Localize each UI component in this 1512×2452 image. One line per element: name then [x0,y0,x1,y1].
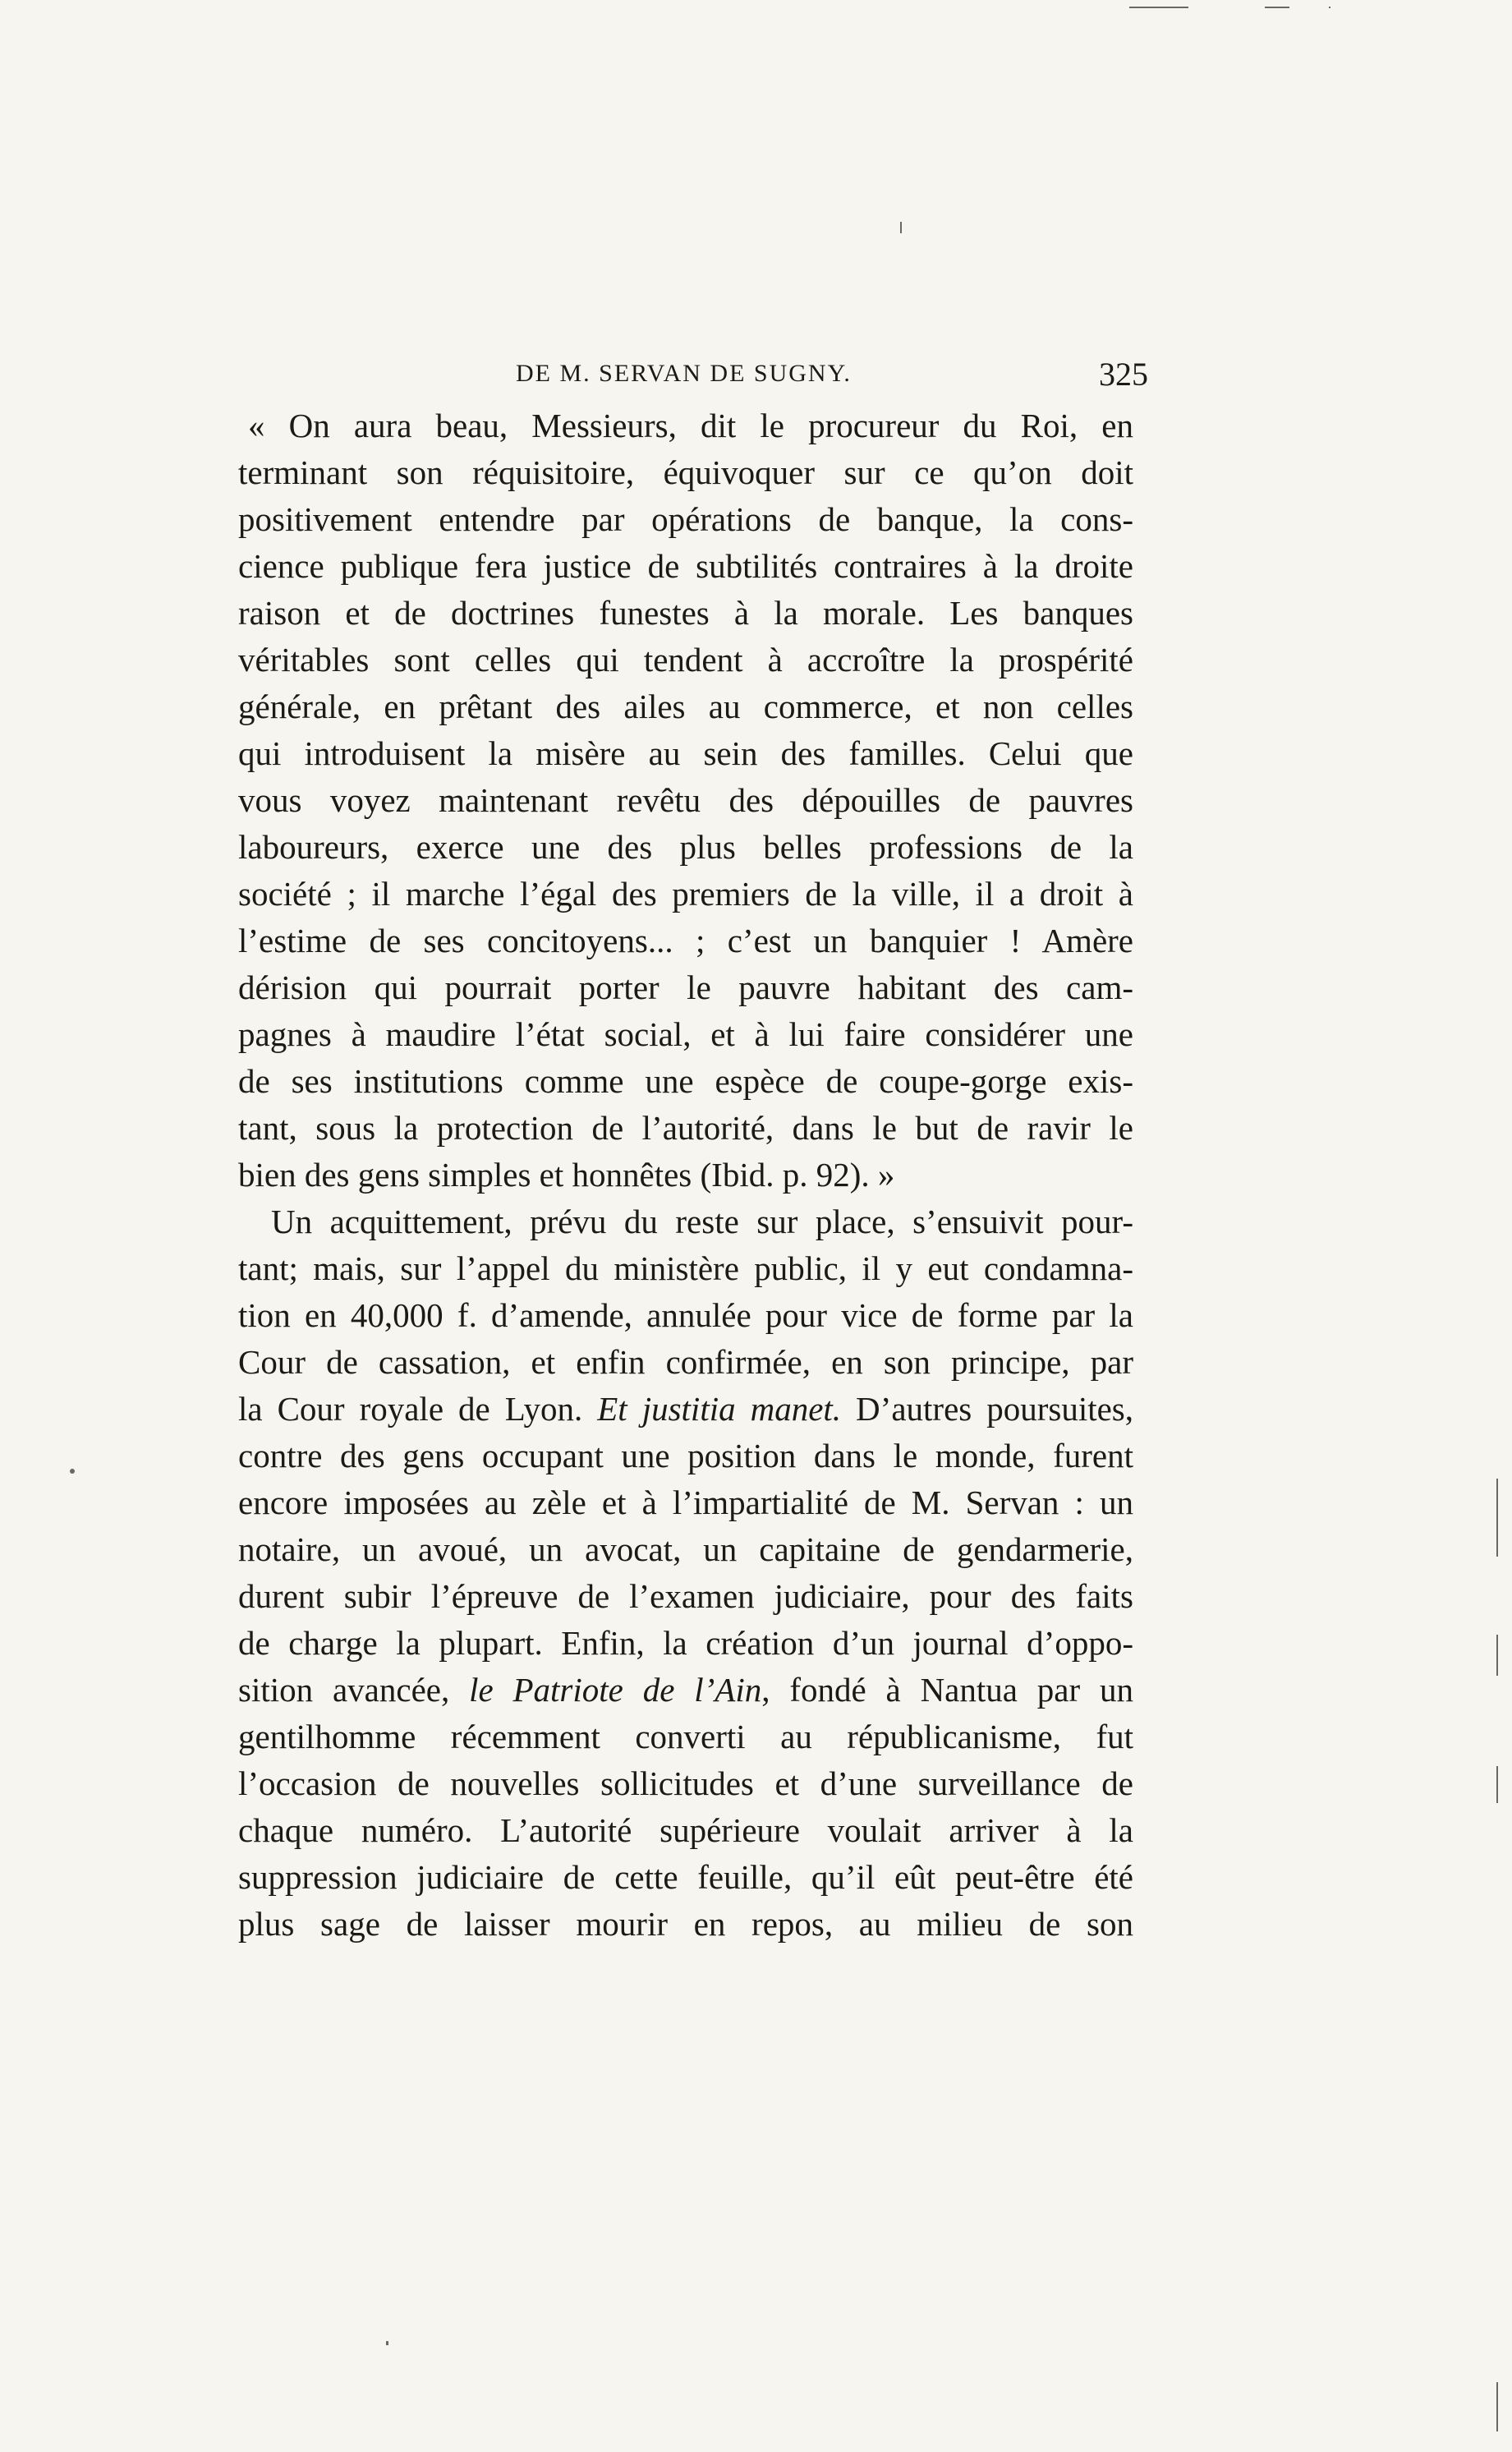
text-line: Cour de cassation, et enfin confirmée, en son principe, par [238,1343,1133,1381]
scan-artifact [1496,1766,1498,1803]
scan-artifact [1265,7,1289,8]
text-line: plus sage de laisser mourir en repos, au milieu de son [238,1905,1133,1943]
text-line: positivement entendre par opérations de banque, la cons- [238,500,1133,538]
page-number: 325 [1099,356,1148,393]
scan-artifact [1496,1635,1498,1676]
paragraph-narrative [238,1198,1133,1948]
text-line: vous voyez maintenant revêtu des dépouilles de pauvres [238,781,1133,819]
text-line: contre des gens occupant une position dans le monde, furent [238,1437,1133,1474]
text-line: tion en 40,000 f. d’amende, annulée pour vice de forme par la [238,1296,1133,1334]
text-line: tant; mais, sur l’appel du ministère public, il y eut condamna- [238,1249,1133,1287]
text-line-with-italic [238,1386,1133,1433]
paragraph-quotation [238,403,1133,1198]
scan-artifact [1496,2382,1498,2431]
text-line: chaque numéro. L’autorité supérieure voulait arriver à la [238,1811,1133,1849]
body-text [238,403,1133,1948]
text-line: encore imposées au zèle et à l’impartialité de M. Servan : un [238,1484,1133,1521]
text-line: notaire, un avoué, un avocat, un capitaine de gendarmerie, [238,1530,1133,1568]
text-line-with-italic [238,1667,1133,1714]
text-line: « On aura beau, Messieurs, dit le procureur du Roi, en [248,407,1133,444]
text-line: bien des gens simples et honnêtes (Ibid. p. 92). » [238,1156,895,1194]
scan-artifact [1496,1479,1498,1557]
text-line: générale, en prêtant des ailes au commerce, et non celles [238,688,1133,725]
text-line: tant, sous la protection de l’autorité, dans le but de ravir le [238,1109,1133,1147]
text-line: de ses institutions comme une espèce de coupe-gorge exis- [238,1062,1133,1100]
text-line: qui introduisent la misère au sein des familles. Celui que [238,734,1133,772]
text-line: suppression judiciaire de cette feuille, qu’il eût peut-être été [238,1858,1133,1896]
scan-artifact [70,1469,75,1474]
scan-artifact [900,222,902,233]
text-line: Un acquittement, prévu du reste sur place, s’ensuivit pour- [271,1203,1133,1240]
text-line: véritables sont celles qui tendent à accroître la prospérité [238,641,1133,679]
journal-title: le Patriote de l’Ain [469,1671,762,1709]
text-line: cience publique fera justice de subtilités contraires à la droite [238,547,1133,585]
text-line: dérision qui pourrait porter le pauvre habitant des cam- [238,968,1133,1006]
running-title: DE M. SERVAN DE SUGNY. [516,360,852,387]
text-line: l’occasion de nouvelles sollicitudes et d’une surveillance de [238,1764,1133,1802]
latin-phrase: Et justitia manet. [597,1390,842,1428]
text-span: D’autres poursuites, [841,1390,1134,1428]
scan-artifact [1329,7,1330,8]
text-line: durent subir l’épreuve de l’examen judiciaire, pour des faits [238,1577,1133,1615]
text-line: laboureurs, exerce une des plus belles professions de la [238,828,1133,866]
text-line: gentilhomme récemment converti au républicanisme, fut [238,1718,1133,1755]
text-span: sition avancée, [238,1671,470,1709]
text-line: société ; il marche l’égal des premiers de la ville, il a droit à [238,875,1133,913]
text-line: raison et de doctrines funestes à la morale. Les banques [238,594,1133,632]
running-header [516,355,1148,401]
text-line: l’estime de ses concitoyens... ; c’est un banquier ! Amère [238,922,1133,959]
text-line: pagnes à maudire l’état social, et à lui faire considérer une [238,1015,1133,1053]
scan-artifact [386,2341,388,2345]
text-line: terminant son réquisitoire, équivoquer sur ce qu’on doit [238,453,1133,491]
scan-artifact [1129,7,1188,8]
text-span: , fondé à Nantua par un [761,1671,1133,1709]
text-span: la Cour royale de Lyon. [238,1390,598,1428]
text-line: de charge la plupart. Enfin, la création d’un journal d’oppo- [238,1624,1133,1662]
